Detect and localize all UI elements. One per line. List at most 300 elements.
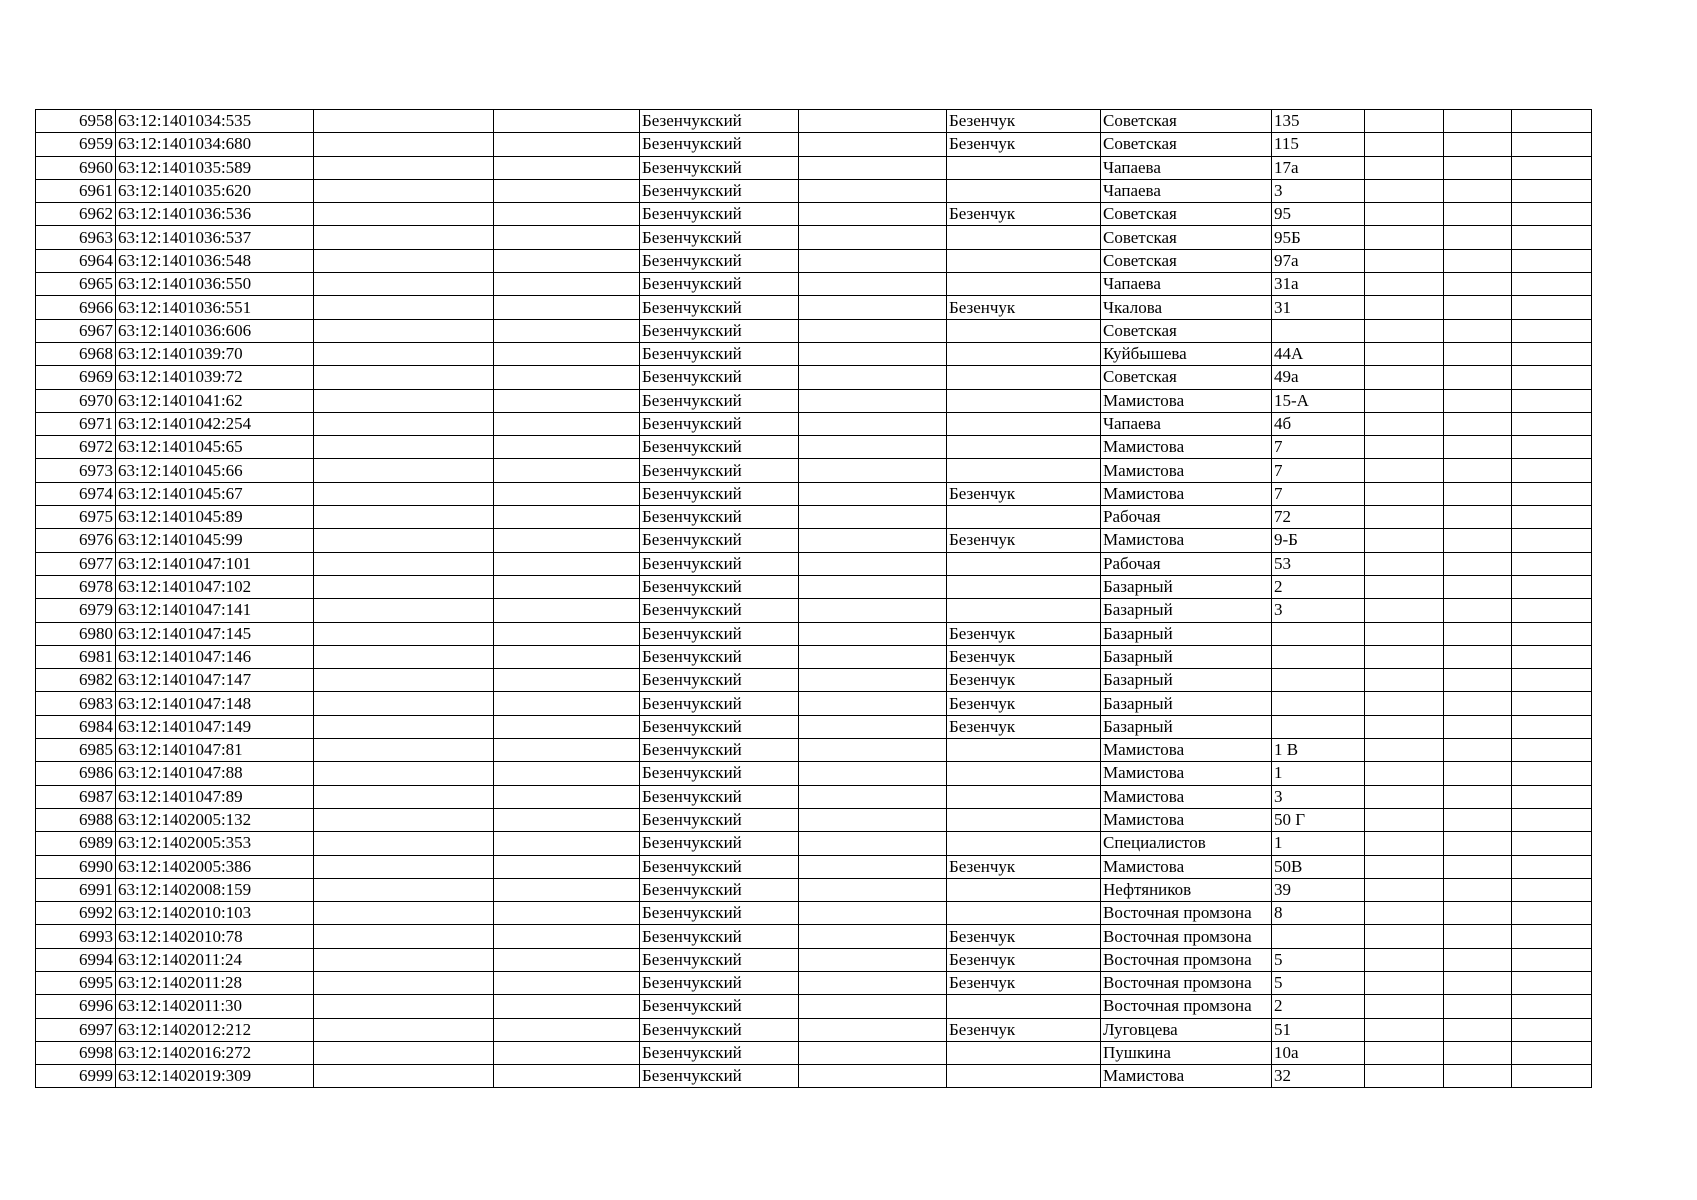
empty-cell [494, 948, 640, 971]
house-number-cell [1272, 319, 1365, 342]
empty-cell [494, 110, 640, 133]
table-row [36, 552, 1592, 575]
table-body [36, 110, 1592, 1088]
row-number-cell: 6994 [36, 948, 116, 971]
row-number-cell: 6968 [36, 342, 116, 365]
empty-cell [1365, 1018, 1444, 1041]
row-number-cell: 6998 [36, 1041, 116, 1064]
empty-cell [1444, 948, 1512, 971]
empty-cell [1444, 319, 1512, 342]
street-cell: Мамистова [1101, 855, 1272, 878]
locality-cell: Безенчук [947, 925, 1101, 948]
empty-cell [799, 110, 947, 133]
house-number-cell: 3 [1272, 785, 1365, 808]
table-row [36, 156, 1592, 179]
empty-cell [1365, 459, 1444, 482]
empty-cell [1512, 226, 1592, 249]
empty-cell [314, 482, 494, 505]
house-number-cell: 44А [1272, 342, 1365, 365]
table-row [36, 948, 1592, 971]
empty-cell [1444, 995, 1512, 1018]
empty-cell [1512, 366, 1592, 389]
empty-cell [1512, 785, 1592, 808]
street-cell: Мамистова [1101, 739, 1272, 762]
empty-cell [494, 692, 640, 715]
empty-cell [314, 902, 494, 925]
house-number-cell: 5 [1272, 971, 1365, 994]
empty-cell [1365, 971, 1444, 994]
table-row [36, 389, 1592, 412]
row-number-cell: 6986 [36, 762, 116, 785]
table-row [36, 1041, 1592, 1064]
empty-cell [1444, 739, 1512, 762]
house-number-cell: 9-Б [1272, 529, 1365, 552]
cadastral-number-cell: 63:12:1401047:101 [116, 552, 314, 575]
locality-cell: Безенчук [947, 855, 1101, 878]
empty-cell [494, 1065, 640, 1088]
empty-cell [1512, 273, 1592, 296]
locality-cell [947, 878, 1101, 901]
empty-cell [494, 669, 640, 692]
house-number-cell: 2 [1272, 575, 1365, 598]
empty-cell [1512, 645, 1592, 668]
empty-cell [1512, 948, 1592, 971]
empty-cell [1365, 1065, 1444, 1088]
empty-cell [799, 808, 947, 831]
locality-cell [947, 156, 1101, 179]
empty-cell [314, 179, 494, 202]
district-cell: Безенчукский [640, 226, 799, 249]
empty-cell [494, 971, 640, 994]
table-row [36, 832, 1592, 855]
table-row [36, 226, 1592, 249]
row-number-cell: 6971 [36, 412, 116, 435]
empty-cell [1365, 273, 1444, 296]
district-cell: Безенчукский [640, 925, 799, 948]
street-cell: Мамистова [1101, 529, 1272, 552]
empty-cell [1512, 971, 1592, 994]
house-number-cell: 3 [1272, 599, 1365, 622]
empty-cell [1365, 622, 1444, 645]
empty-cell [799, 669, 947, 692]
street-cell: Советская [1101, 133, 1272, 156]
empty-cell [1512, 436, 1592, 459]
street-cell: Восточная промзона [1101, 995, 1272, 1018]
empty-cell [1512, 342, 1592, 365]
locality-cell: Безенчук [947, 715, 1101, 738]
street-cell: Базарный [1101, 645, 1272, 668]
cadastral-number-cell: 63:12:1401034:535 [116, 110, 314, 133]
empty-cell [1512, 878, 1592, 901]
empty-cell [1444, 715, 1512, 738]
empty-cell [494, 552, 640, 575]
empty-cell [314, 622, 494, 645]
locality-cell [947, 319, 1101, 342]
empty-cell [799, 948, 947, 971]
empty-cell [494, 739, 640, 762]
table-row [36, 645, 1592, 668]
row-number-cell: 6995 [36, 971, 116, 994]
district-cell: Безенчукский [640, 948, 799, 971]
empty-cell [314, 808, 494, 831]
empty-cell [799, 389, 947, 412]
table-row [36, 436, 1592, 459]
table-row [36, 808, 1592, 831]
row-number-cell: 6960 [36, 156, 116, 179]
empty-cell [1444, 925, 1512, 948]
district-cell: Безенчукский [640, 1065, 799, 1088]
house-number-cell: 7 [1272, 459, 1365, 482]
empty-cell [799, 762, 947, 785]
cadastral-number-cell: 63:12:1401047:145 [116, 622, 314, 645]
table-row [36, 529, 1592, 552]
house-number-cell: 5 [1272, 948, 1365, 971]
cadastral-number-cell: 63:12:1402011:30 [116, 995, 314, 1018]
empty-cell [494, 925, 640, 948]
empty-cell [1512, 855, 1592, 878]
locality-cell [947, 599, 1101, 622]
table-row [36, 459, 1592, 482]
empty-cell [1512, 622, 1592, 645]
empty-cell [1444, 971, 1512, 994]
empty-cell [314, 948, 494, 971]
empty-cell [799, 249, 947, 272]
district-cell: Безенчукский [640, 739, 799, 762]
street-cell: Советская [1101, 319, 1272, 342]
row-number-cell: 6996 [36, 995, 116, 1018]
empty-cell [1365, 948, 1444, 971]
street-cell: Чапаева [1101, 412, 1272, 435]
row-number-cell: 6967 [36, 319, 116, 342]
empty-cell [494, 762, 640, 785]
empty-cell [1444, 296, 1512, 319]
district-cell: Безенчукский [640, 1041, 799, 1064]
empty-cell [1444, 482, 1512, 505]
cadastral-number-cell: 63:12:1401035:589 [116, 156, 314, 179]
locality-cell [947, 506, 1101, 529]
empty-cell [799, 575, 947, 598]
empty-cell [314, 855, 494, 878]
empty-cell [314, 832, 494, 855]
row-number-cell: 6980 [36, 622, 116, 645]
empty-cell [1512, 762, 1592, 785]
empty-cell [314, 971, 494, 994]
empty-cell [1512, 1041, 1592, 1064]
empty-cell [1512, 1065, 1592, 1088]
table-row [36, 692, 1592, 715]
district-cell: Безенчукский [640, 692, 799, 715]
locality-cell [947, 1065, 1101, 1088]
table-row [36, 855, 1592, 878]
street-cell: Мамистова [1101, 1065, 1272, 1088]
empty-cell [1444, 249, 1512, 272]
district-cell: Безенчукский [640, 179, 799, 202]
empty-cell [1512, 575, 1592, 598]
empty-cell [1512, 552, 1592, 575]
empty-cell [314, 506, 494, 529]
empty-cell [1365, 506, 1444, 529]
table-row [36, 902, 1592, 925]
empty-cell [494, 832, 640, 855]
street-cell: Чкалова [1101, 296, 1272, 319]
district-cell: Безенчукский [640, 156, 799, 179]
empty-cell [1512, 902, 1592, 925]
house-number-cell: 50 Г [1272, 808, 1365, 831]
cadastral-number-cell: 63:12:1401047:149 [116, 715, 314, 738]
locality-cell [947, 902, 1101, 925]
cadastral-number-cell: 63:12:1401041:62 [116, 389, 314, 412]
cadastral-number-cell: 63:12:1401047:146 [116, 645, 314, 668]
empty-cell [1365, 715, 1444, 738]
empty-cell [1365, 110, 1444, 133]
table-row [36, 133, 1592, 156]
street-cell: Рабочая [1101, 552, 1272, 575]
house-number-cell: 15-А [1272, 389, 1365, 412]
empty-cell [799, 739, 947, 762]
empty-cell [494, 342, 640, 365]
empty-cell [1444, 575, 1512, 598]
empty-cell [1365, 669, 1444, 692]
house-number-cell: 135 [1272, 110, 1365, 133]
district-cell: Безенчукский [640, 296, 799, 319]
empty-cell [1444, 412, 1512, 435]
empty-cell [314, 1018, 494, 1041]
row-number-cell: 6964 [36, 249, 116, 272]
cadastral-number-cell: 63:12:1402008:159 [116, 878, 314, 901]
empty-cell [1444, 459, 1512, 482]
empty-cell [799, 925, 947, 948]
district-cell: Безенчукский [640, 110, 799, 133]
locality-cell [947, 552, 1101, 575]
empty-cell [799, 1065, 947, 1088]
house-number-cell: 31 [1272, 296, 1365, 319]
empty-cell [494, 203, 640, 226]
empty-cell [799, 436, 947, 459]
district-cell: Безенчукский [640, 971, 799, 994]
street-cell: Базарный [1101, 715, 1272, 738]
cadastral-number-cell: 63:12:1402011:24 [116, 948, 314, 971]
empty-cell [1444, 832, 1512, 855]
locality-cell [947, 389, 1101, 412]
cadastral-number-cell: 63:12:1401034:680 [116, 133, 314, 156]
street-cell: Куйбышева [1101, 342, 1272, 365]
empty-cell [799, 529, 947, 552]
empty-cell [1444, 436, 1512, 459]
table-row [36, 342, 1592, 365]
empty-cell [494, 482, 640, 505]
street-cell: Чапаева [1101, 179, 1272, 202]
district-cell: Безенчукский [640, 715, 799, 738]
empty-cell [1365, 342, 1444, 365]
empty-cell [1512, 389, 1592, 412]
empty-cell [1444, 156, 1512, 179]
empty-cell [494, 179, 640, 202]
empty-cell [1512, 669, 1592, 692]
locality-cell: Безенчук [947, 971, 1101, 994]
district-cell: Безенчукский [640, 575, 799, 598]
empty-cell [1365, 436, 1444, 459]
empty-cell [799, 412, 947, 435]
empty-cell [1365, 599, 1444, 622]
house-number-cell: 1 [1272, 762, 1365, 785]
empty-cell [314, 389, 494, 412]
house-number-cell: 115 [1272, 133, 1365, 156]
row-number-cell: 6978 [36, 575, 116, 598]
empty-cell [1512, 110, 1592, 133]
cadastral-number-cell: 63:12:1401045:99 [116, 529, 314, 552]
empty-cell [799, 622, 947, 645]
empty-cell [1512, 832, 1592, 855]
empty-cell [494, 226, 640, 249]
table-row [36, 273, 1592, 296]
empty-cell [494, 459, 640, 482]
district-cell: Безенчукский [640, 412, 799, 435]
district-cell: Безенчукский [640, 133, 799, 156]
empty-cell [799, 832, 947, 855]
empty-cell [799, 645, 947, 668]
locality-cell: Безенчук [947, 1018, 1101, 1041]
cadastral-number-cell: 63:12:1401036:606 [116, 319, 314, 342]
table-row [36, 412, 1592, 435]
table-row [36, 319, 1592, 342]
street-cell: Базарный [1101, 669, 1272, 692]
street-cell: Чапаева [1101, 273, 1272, 296]
empty-cell [799, 459, 947, 482]
empty-cell [494, 529, 640, 552]
table-row [36, 622, 1592, 645]
row-number-cell: 6966 [36, 296, 116, 319]
house-number-cell [1272, 645, 1365, 668]
empty-cell [799, 1041, 947, 1064]
empty-cell [1365, 575, 1444, 598]
district-cell: Безенчукский [640, 506, 799, 529]
empty-cell [799, 971, 947, 994]
empty-cell [799, 902, 947, 925]
empty-cell [314, 785, 494, 808]
cadastral-number-cell: 63:12:1402012:212 [116, 1018, 314, 1041]
district-cell: Безенчукский [640, 785, 799, 808]
empty-cell [494, 133, 640, 156]
street-cell: Мамистова [1101, 389, 1272, 412]
empty-cell [314, 226, 494, 249]
cadastral-number-cell: 63:12:1401036:550 [116, 273, 314, 296]
empty-cell [494, 389, 640, 412]
locality-cell: Безенчук [947, 622, 1101, 645]
house-number-cell: 95 [1272, 203, 1365, 226]
locality-cell [947, 785, 1101, 808]
empty-cell [1444, 692, 1512, 715]
empty-cell [799, 203, 947, 226]
empty-cell [799, 878, 947, 901]
house-number-cell: 2 [1272, 995, 1365, 1018]
empty-cell [1444, 1018, 1512, 1041]
cadastral-number-cell: 63:12:1402019:309 [116, 1065, 314, 1088]
locality-cell: Безенчук [947, 948, 1101, 971]
empty-cell [1365, 249, 1444, 272]
empty-cell [1365, 878, 1444, 901]
row-number-cell: 6985 [36, 739, 116, 762]
locality-cell: Безенчук [947, 692, 1101, 715]
house-number-cell: 32 [1272, 1065, 1365, 1088]
locality-cell [947, 179, 1101, 202]
empty-cell [1444, 762, 1512, 785]
empty-cell [494, 878, 640, 901]
locality-cell [947, 995, 1101, 1018]
district-cell: Безенчукский [640, 1018, 799, 1041]
house-number-cell: 50В [1272, 855, 1365, 878]
empty-cell [1512, 249, 1592, 272]
empty-cell [799, 715, 947, 738]
empty-cell [799, 692, 947, 715]
empty-cell [494, 599, 640, 622]
cadastral-number-cell: 63:12:1402011:28 [116, 971, 314, 994]
row-number-cell: 6984 [36, 715, 116, 738]
locality-cell [947, 249, 1101, 272]
empty-cell [1444, 855, 1512, 878]
district-cell: Безенчукский [640, 389, 799, 412]
table-row [36, 762, 1592, 785]
house-number-cell: 7 [1272, 482, 1365, 505]
locality-cell [947, 762, 1101, 785]
empty-cell [314, 878, 494, 901]
empty-cell [1512, 319, 1592, 342]
cadastral-number-cell: 63:12:1401035:620 [116, 179, 314, 202]
empty-cell [494, 808, 640, 831]
row-number-cell: 6981 [36, 645, 116, 668]
empty-cell [799, 482, 947, 505]
empty-cell [1444, 389, 1512, 412]
row-number-cell: 6989 [36, 832, 116, 855]
empty-cell [1444, 669, 1512, 692]
cadastral-number-cell: 63:12:1402010:78 [116, 925, 314, 948]
street-cell: Базарный [1101, 599, 1272, 622]
empty-cell [1512, 925, 1592, 948]
house-number-cell: 49а [1272, 366, 1365, 389]
empty-cell [1444, 552, 1512, 575]
cadastral-number-cell: 63:12:1402010:103 [116, 902, 314, 925]
row-number-cell: 6990 [36, 855, 116, 878]
street-cell: Советская [1101, 203, 1272, 226]
cadastral-number-cell: 63:12:1401047:102 [116, 575, 314, 598]
locality-cell [947, 459, 1101, 482]
empty-cell [1365, 226, 1444, 249]
house-number-cell: 97а [1272, 249, 1365, 272]
row-number-cell: 6972 [36, 436, 116, 459]
house-number-cell: 72 [1272, 506, 1365, 529]
district-cell: Безенчукский [640, 529, 799, 552]
empty-cell [314, 669, 494, 692]
empty-cell [494, 156, 640, 179]
empty-cell [1512, 692, 1592, 715]
empty-cell [1365, 762, 1444, 785]
empty-cell [314, 319, 494, 342]
empty-cell [1512, 459, 1592, 482]
empty-cell [1444, 110, 1512, 133]
district-cell: Безенчукский [640, 995, 799, 1018]
street-cell: Восточная промзона [1101, 925, 1272, 948]
street-cell: Восточная промзона [1101, 971, 1272, 994]
street-cell: Восточная промзона [1101, 902, 1272, 925]
cadastral-number-cell: 63:12:1401047:88 [116, 762, 314, 785]
cadastral-number-cell: 63:12:1401047:141 [116, 599, 314, 622]
row-number-cell: 6975 [36, 506, 116, 529]
empty-cell [314, 762, 494, 785]
table-row [36, 971, 1592, 994]
empty-cell [1365, 156, 1444, 179]
locality-cell [947, 412, 1101, 435]
empty-cell [1365, 203, 1444, 226]
cadastral-number-cell: 63:12:1401045:65 [116, 436, 314, 459]
